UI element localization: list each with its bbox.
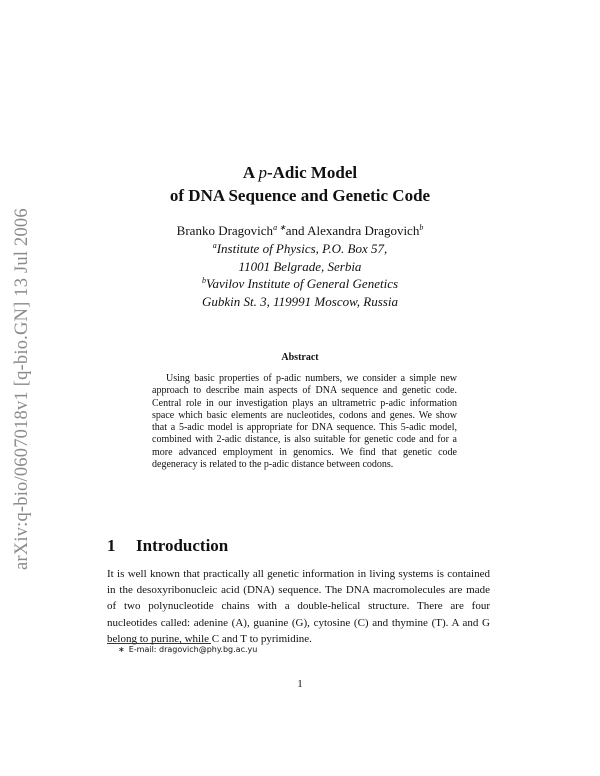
paper-title-line-1: A p-Adic Model [242,163,358,182]
introduction-paragraph: It is well known that practically all genetic information in living systems is contained in the desoxyribonucleic acid (DNA) sequence. The DNA macromolecules are made of two polynucleotide chains with a double-helical structure. There are four nucleotides called: adenine (A), guanine (G), cytosine (C) and thymine (T). A and G belong to purine, while C and T to pyrimidine. [107,568,490,645]
author-line: Branko Dragovich$^{a ∗}$and Alexandra Dragovich$^b$ [176,223,424,238]
footnote-email: ∗ E-mail: dragovich@phy.bg.ac.yu [118,645,258,654]
affiliation-a-line-1: $^a$Institute of Physics, P.O. Box 57, [212,241,388,256]
abstract-heading: Abstract [281,352,319,363]
arxiv-identifier-stamp: arXiv:q-bio/0607018v1 [q-bio.GN] 13 Jul 2006 [12,208,32,570]
abstract-paragraph: Using basic properties of p-adic numbers, we consider a simple new approach to describe main aspects of DNA sequence and genetic code. Central role in our investigation plays an ultrametric p-adic information space which basic elements are nucleotides, codons and genes. We show that a 5-adic model is appropriate for DNA sequence. This 5-adic model, combined with 2-adic distance, is also suitable for genetic code and for a more advanced employment in genomics. We find that genetic code degeneracy is related to the p-adic distance between codons. [152,373,457,471]
affiliation-a-line-2: 11001 Belgrade, Serbia [238,259,362,274]
page-number: 1 [297,678,303,690]
section-heading-introduction: 1 Introduction [107,536,229,555]
abstract-text [152,373,457,471]
paper-title-line-2: of DNA Sequence and Genetic Code [169,186,431,205]
footnote-rule [107,643,211,644]
affiliation-b-line-1: $^b$Vavilov Institute of General Genetics [201,276,399,291]
introduction-text [107,566,490,647]
affiliation-b-line-2: Gubkin St. 3, 119991 Moscow, Russia [202,294,398,309]
